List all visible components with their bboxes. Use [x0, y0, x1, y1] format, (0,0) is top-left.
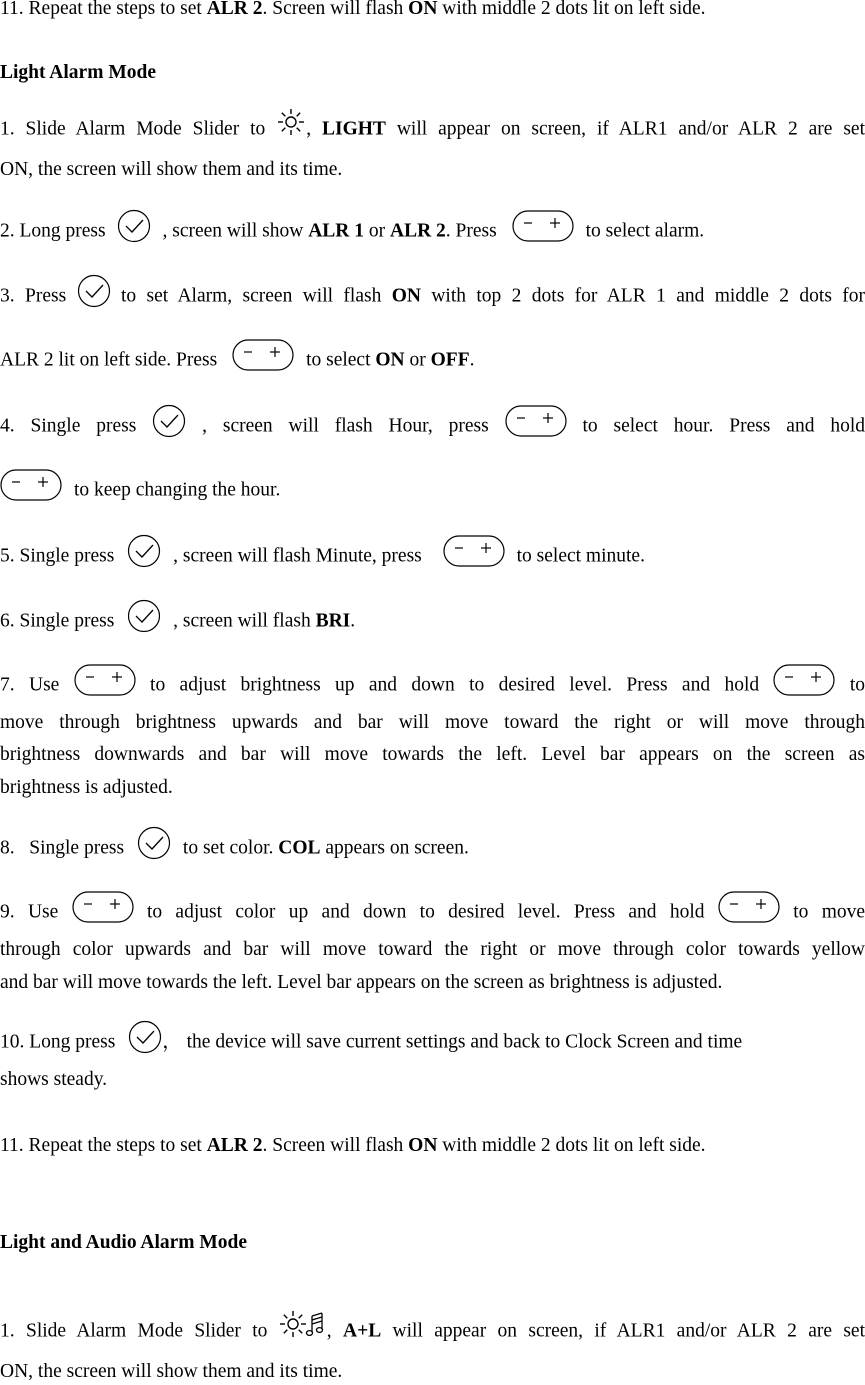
check-circle-icon — [152, 404, 186, 438]
light-step-3: 3. Press to set Alarm, screen will flash ON with top 2 dots for ALR 1 and middle 2 dots for — [0, 280, 865, 314]
light-step-10: 10. Long press ， the device will save current settings and back to Clock Screen and time — [0, 1026, 865, 1060]
minus-plus-button-icon — [718, 891, 780, 923]
light-step-2: 2. Long press , screen will show ALR 1 or ALR 2. Press to select alarm. — [0, 215, 865, 249]
check-circle-icon — [77, 274, 111, 308]
minus-plus-button-icon — [0, 469, 62, 501]
light-step-6: 6. Single press , screen will flash BRI. — [0, 605, 865, 639]
section-heading-light-alarm-mode: Light Alarm Mode — [0, 62, 156, 83]
light-step-1: 1. Slide Alarm Mode Slider to , LIGHT will appear on screen, if ALR1 and/or ALR 2 are set — [0, 115, 865, 145]
check-circle-icon — [117, 209, 151, 243]
light-step-1-cont: ON, the screen will show them and its time. — [0, 159, 343, 180]
minus-plus-button-icon — [443, 535, 505, 567]
light-step-9: 9. Use to adjust color up and down to desired level. Press and hold to move — [0, 897, 865, 929]
check-circle-icon — [127, 534, 161, 568]
check-circle-icon — [127, 599, 161, 633]
minus-plus-button-icon — [72, 891, 134, 923]
sun-music-icon — [279, 1309, 327, 1339]
minus-plus-button-icon — [773, 664, 835, 696]
light-step-7: 7. Use to adjust brightness up and down to desired level. Press and hold to — [0, 670, 865, 702]
audio-step-1: 1. Slide Alarm Mode Slider to , A+L will appear on screen, if ALR1 and/or ALR 2 are set — [0, 1317, 865, 1347]
minus-plus-button-icon — [232, 339, 294, 371]
minus-plus-button-icon — [512, 210, 574, 242]
light-step-5: 5. Single press , screen will flash Minute, press to select minute. — [0, 540, 865, 574]
light-step-7-cont-1: move through brightness upwards and bar will move toward the right or will move through — [0, 712, 865, 733]
minus-plus-button-icon — [505, 405, 567, 437]
light-step-7-cont-3: brightness is adjusted. — [0, 777, 173, 798]
light-step-7-cont-2: brightness downwards and bar will move towards the left. Level bar appears on the screen as — [0, 744, 865, 765]
light-step-4-cont: to keep changing the hour. — [0, 475, 865, 507]
light-step-9-cont-1: through color upwards and bar will move toward the right or move through color towards yellow — [0, 939, 865, 960]
audio-step-1-cont: ON, the screen will show them and its time. — [0, 1361, 343, 1382]
light-step-8: 8. Single press to set color. COL appears on screen. — [0, 832, 865, 866]
check-circle-icon — [128, 1020, 162, 1054]
section-heading-light-audio-alarm-mode: Light and Audio Alarm Mode — [0, 1232, 248, 1253]
minus-plus-button-icon — [74, 664, 136, 696]
step-11-top: 11. Repeat the steps to set ALR 2. Screen will flash ON with middle 2 dots lit on left side. — [0, 0, 706, 19]
light-step-4: 4. Single press , screen will flash Hour, press to select hour. Press and hold — [0, 410, 865, 444]
light-step-3-cont: ALR 2 lit on left side. Press to select ON or OFF. — [0, 345, 865, 377]
light-step-9-cont-2: and bar will move towards the left. Level bar appears on the screen as brightness is adjusted. — [0, 972, 723, 993]
sun-icon — [276, 107, 306, 137]
light-step-10-cont: shows steady. — [0, 1069, 108, 1090]
check-circle-icon — [137, 826, 171, 860]
light-step-11: 11. Repeat the steps to set ALR 2. Screen will flash ON with middle 2 dots lit on left side. — [0, 1135, 706, 1156]
